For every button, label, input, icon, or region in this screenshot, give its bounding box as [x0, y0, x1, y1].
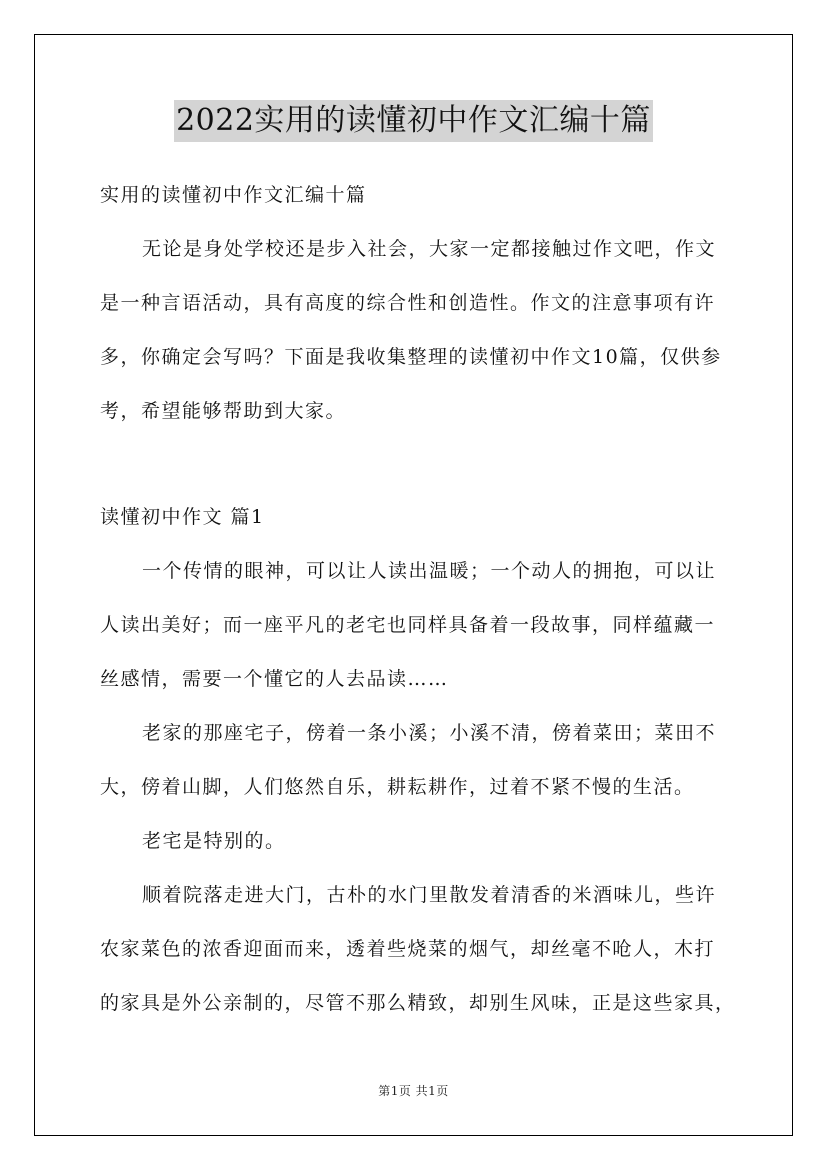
intro-paragraph	[100, 236, 728, 424]
document-subtitle: 实用的读懂初中作文汇编十篇	[100, 184, 367, 206]
intro-line: 考，希望能够帮助到大家。	[100, 400, 347, 422]
intro-line: 多，你确定会写吗？下面是我收集整理的读懂初中作文10篇，仅供参	[100, 346, 722, 368]
paragraph-line: 人读出美好；而一座平凡的老宅也同样具备着一段故事，同样蕴藏一	[100, 614, 716, 636]
paragraph-line: 老宅是特别的。	[142, 830, 286, 852]
document-body	[100, 172, 736, 1016]
paragraph-line: 顺着院落走进大门，古朴的水门里散发着清香的米酒味儿，些许	[142, 884, 717, 906]
section-heading: 读懂初中作文 篇1	[100, 506, 265, 528]
document-title: 2022实用的读懂初中作文汇编十篇	[174, 100, 653, 142]
intro-line: 无论是身处学校还是步入社会，大家一定都接触过作文吧，作文	[142, 238, 717, 260]
paragraph-line: 农家菜色的浓香迎面而来，透着些烧菜的烟气，却丝毫不呛人，木打	[100, 938, 716, 960]
paragraph-line: 一个传情的眼神，可以让人读出温暖；一个动人的拥抱，可以让	[142, 560, 717, 582]
page-number: 第1页 共1页	[378, 1084, 449, 1098]
paragraph-line: 老家的那座宅子，傍着一条小溪；小溪不清，傍着菜田；菜田不	[142, 722, 717, 744]
paragraph-2	[100, 720, 728, 800]
page-footer	[0, 1082, 827, 1099]
paragraph-1	[100, 558, 728, 692]
paragraph-line: 的家具是外公亲制的，尽管不那么精致，却别生风味，正是这些家具，	[100, 992, 736, 1014]
intro-line: 是一种言语活动，具有高度的综合性和创造性。作文的注意事项有许	[100, 292, 716, 314]
paragraph-4	[100, 882, 736, 1016]
paragraph-line: 丝感情，需要一个懂它的人去品读……	[100, 668, 449, 690]
paragraph-line: 大，傍着山脚，人们悠然自乐，耕耘耕作，过着不紧不慢的生活。	[100, 776, 695, 798]
document-title-wrapper	[0, 100, 827, 142]
paragraph-3	[100, 828, 728, 854]
